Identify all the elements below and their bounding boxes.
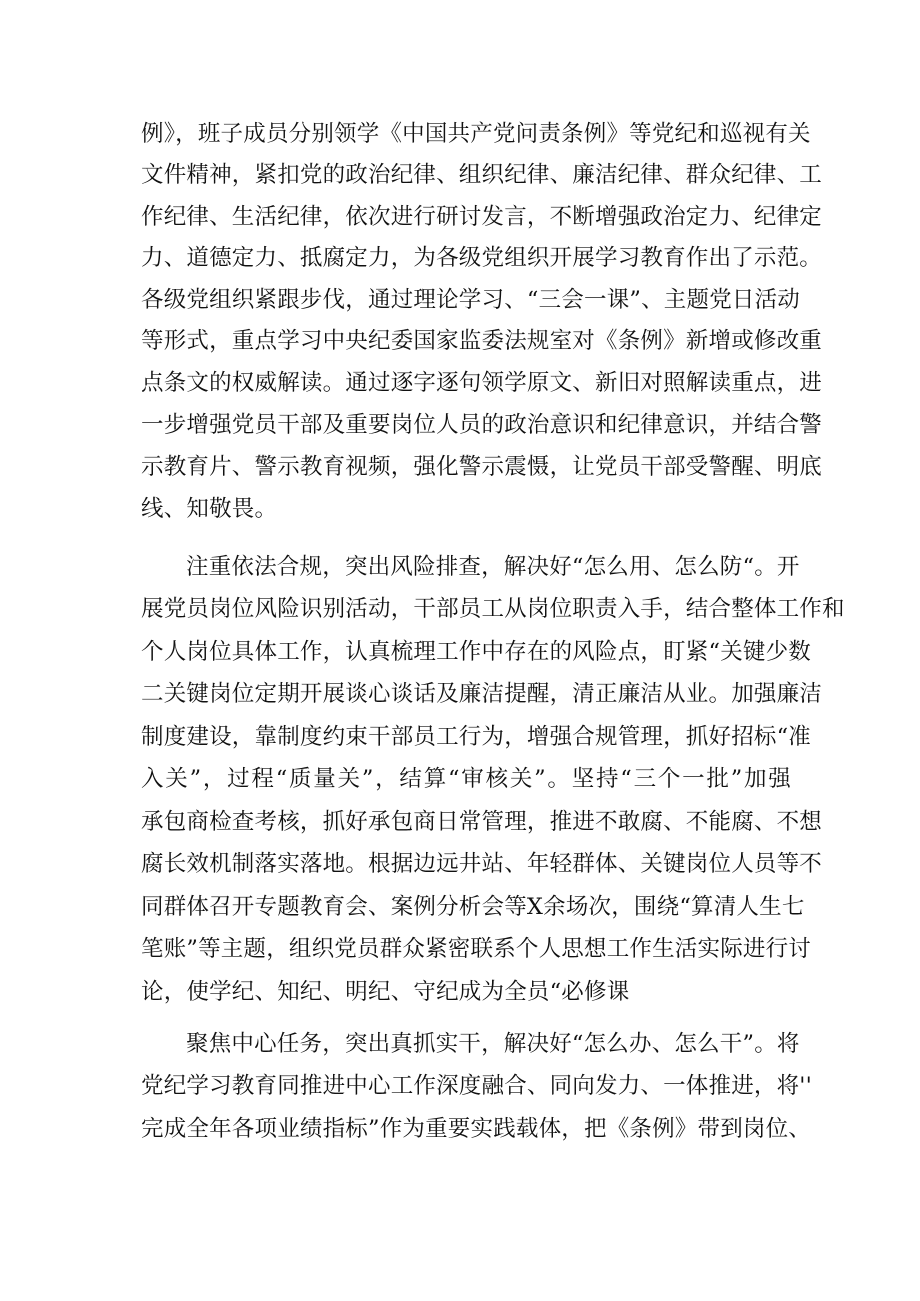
paragraph-2-line-2: 展党员岗位风险识别活动，干部员工从岗位职责入手，结合整体工作和 <box>141 596 845 622</box>
paragraph-1-line-5: 各级党组织紧跟步伐，通过理论学习、“三会一课”、主题党日活动 <box>141 287 801 313</box>
paragraph-2-line-4: 二关键岗位定期开展谈心谈话及廉洁提醒，清正廉洁从业。加强廉洁 <box>141 681 823 707</box>
paragraph-3-line-1: 聚焦中心任务，突出真抓实干，解决好“怎么办、怎么干”。将 <box>186 1031 800 1057</box>
paragraph-1-line-2: 文件精神，紧扣党的政治纪律、组织纪律、廉洁纪律、群众纪律、工 <box>141 162 823 188</box>
paragraph-1-line-3: 作纪律、生活纪律，依次进行研讨发言，不断增强政治定力、纪律定 <box>141 204 823 230</box>
paragraph-1-line-7: 点条文的权威解读。通过逐字逐句领学原文、新旧对照解读重点，进 <box>141 370 823 396</box>
paragraph-2-line-10: 笔账”等主题，组织党员群众紧密联系个人思想工作生活实际进行讨 <box>141 936 812 962</box>
paragraph-1-line-10: 线、知敬畏。 <box>141 496 278 522</box>
paragraph-2-line-6: 入关”，过程“质量关”，结算“审核关”。坚持“三个一批”加强 <box>141 766 791 792</box>
paragraph-2-line-11: 论，使学纪、知纪、明纪、守纪成为全员“必修课 <box>141 979 630 1005</box>
paragraph-1-line-8: 一步增强党员干部及重要岗位人员的政治意识和纪律意识，并结合警 <box>141 412 823 438</box>
paragraph-1-line-9: 示教育片、警示教育视频，强化警示震慑，让党员干部受警醒、明底 <box>141 454 823 480</box>
paragraph-2-line-3: 个人岗位具体工作，认真梳理工作中存在的风险点，盯紧“关键少数 <box>141 639 812 665</box>
paragraph-1-line-4: 力、道德定力、抵腐定力，为各级党组织开展学习教育作出了示范。 <box>141 245 823 271</box>
paragraph-2-line-9: 同群体召开专题教育会、案例分析会等X余场次，围绕“算清人生七 <box>141 894 805 920</box>
paragraph-3-line-2: 党纪学习教育同推进中心工作深度融合、同向发力、一体推进，将'' <box>141 1073 813 1099</box>
paragraph-3-line-3: 完成全年各项业绩指标”作为重要实践载体，把《条例》带到岗位、 <box>141 1116 812 1142</box>
paragraph-2-line-8: 腐长效机制落实落地。根据边远井站、年轻群体、关键岗位人员等不 <box>141 851 823 877</box>
paragraph-1-line-1: 例》，班子成员分别领学《中国共产党问责条例》等党纪和巡视有关 <box>141 121 811 147</box>
paragraph-2-line-7: 承包商检查考核，抓好承包商日常管理，推进不敢腐、不能腐、不想 <box>141 809 823 835</box>
paragraph-1-line-6: 等形式，重点学习中央纪委国家监委法规室对《条例》新增或修改重 <box>141 328 823 354</box>
paragraph-2-line-1: 注重依法合规，突出风险排查，解决好“怎么用、怎么防“。开 <box>186 554 800 580</box>
paragraph-2-line-5: 制度建设，靠制度约束干部员工行为，增强合规管理，抓好招标“准 <box>141 724 812 750</box>
